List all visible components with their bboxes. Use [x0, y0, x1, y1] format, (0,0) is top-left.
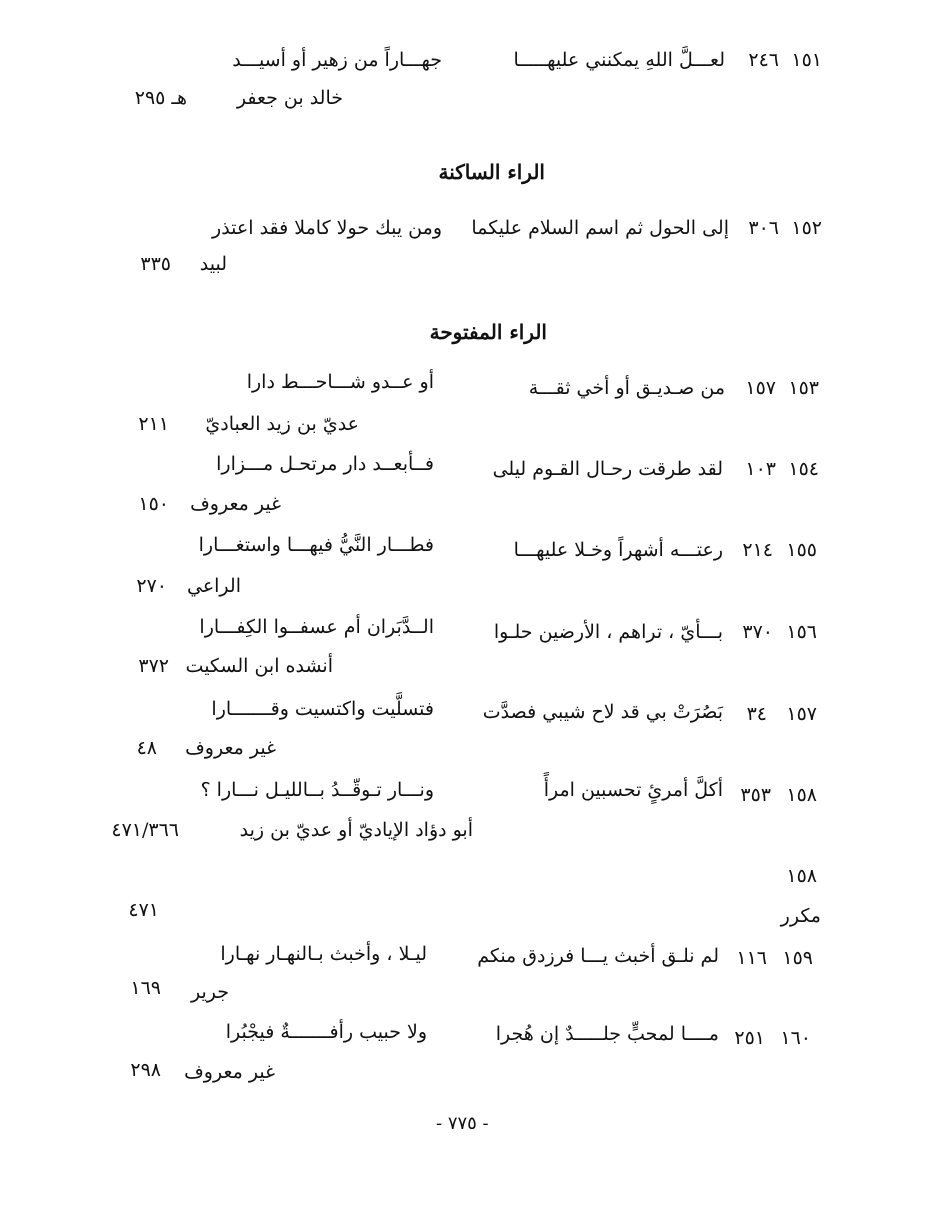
verse-first-hemistich: لقد طرقت رحـال القـوم ليلى — [492, 458, 723, 480]
poet-name: غير معروف — [184, 1061, 275, 1083]
reference: ٣٣٥ — [140, 253, 171, 275]
entry-number: ١٥٤ — [788, 458, 819, 480]
poet-name: عديّ بن زيد العباديّ — [205, 413, 359, 435]
reference: ١٥٠ — [138, 493, 169, 515]
verse-first-hemistich: بَصُرَتْ بي قد لاح شيبي فصدَّت — [482, 701, 723, 723]
poet-name: الراعي — [186, 575, 241, 597]
entry-number: ١٥٥ — [786, 539, 817, 561]
section-heading: الراء الساكنة — [438, 160, 545, 184]
verse-second-hemistich: أو عــدو شـــاحـــط دارا — [246, 371, 434, 393]
verse-first-hemistich: أكلَّ أمرئٍ تحسبين امرأً — [543, 779, 723, 801]
reference: ٤٨ — [136, 737, 157, 759]
verse-first-hemistich: لعـــلَّ اللهِ يمكنني عليهـــــا — [513, 49, 725, 71]
verse-second-hemistich: جهـــاراً من زهير أو أسيـــد — [232, 49, 442, 71]
reference: ٣٧٢ — [138, 655, 169, 677]
verse-second-hemistich: ولا حبيب رأفـــــــةٌ فيجْبُرا — [225, 1021, 427, 1043]
poet-name: أبو دؤاد الإياديّ أو عديّ بن زيد — [239, 819, 473, 841]
verse-second-hemistich: ليـلا ، وأخبث بـالنهـار نهـارا — [220, 943, 427, 965]
poet-name: غير معروف — [185, 737, 276, 759]
poet-name: خالد بن جعفر — [236, 87, 343, 109]
entry-page: ٣٠٦ — [748, 217, 779, 239]
verse-first-hemistich: رعتـــه أشهراً وخـلا عليهـــا — [513, 539, 723, 561]
entry-number: ١٥٩ — [782, 947, 813, 969]
verse-first-hemistich: مــــا لمحبٍّ جلـــــدٌ إن هُجرا — [495, 1023, 719, 1045]
verse-second-hemistich: ونـــار تـوقّــدُ بــالليـل نـــارا ؟ — [200, 779, 434, 801]
entry-page: ٣٥٣ — [740, 784, 771, 806]
verse-second-hemistich: الــدَّبَران أم عسفــوا الكِفـــارا — [199, 616, 434, 638]
verse-first-hemistich: بـــأيّ ، تراهم ، الأرضين حلـوا — [493, 621, 723, 643]
entry-number: ١٥٦ — [786, 621, 817, 643]
poet-name: غير معروف — [190, 493, 281, 515]
entry-page: ١٥٧ — [745, 377, 776, 399]
section-heading: الراء المفتوحة — [429, 320, 547, 344]
entry-page: ١٠٣ — [745, 458, 776, 480]
page-number: - ٧٧٥ - — [436, 1113, 489, 1134]
reference: ٢٧٠ — [136, 575, 167, 597]
poet-name: لبيد — [199, 253, 227, 275]
reference: ٤٧١/٣٦٦ — [111, 819, 179, 841]
entry-number: ١٥٢ — [791, 217, 822, 239]
repeat-label: مكرر — [780, 905, 821, 927]
entry-number: ١٥٣ — [788, 377, 819, 399]
entry-page: ٣٧٠ — [742, 621, 773, 643]
poet-name: جرير — [191, 981, 229, 1003]
entry-number: ١٥١ — [791, 49, 822, 71]
verse-second-hemistich: ومن يبك حولا كاملا فقد اعتذر — [212, 217, 442, 239]
reference: ٢٩٨ — [130, 1059, 161, 1081]
verse-second-hemistich: فطـــار النَّيُّ فيهـــا واستغـــارا — [198, 534, 434, 556]
poet-name: أنشده ابن السكيت — [185, 655, 333, 677]
entry-number: ١٥٨ — [786, 784, 817, 806]
verse-first-hemistich: إلى الحول ثم اسم السلام عليكما — [471, 217, 729, 239]
entry-number: ١٦٠ — [780, 1027, 811, 1049]
repeat-reference: ٤٧١ — [128, 899, 159, 921]
entry-page: ٣٤ — [746, 703, 767, 725]
entry-page: ١١٦ — [736, 947, 767, 969]
entry-number: ١٥٧ — [786, 703, 817, 725]
reference: ٢١١ — [138, 413, 169, 435]
entry-page: ٢٤٦ — [748, 49, 779, 71]
repeat-number: ١٥٨ — [786, 865, 817, 887]
entry-page: ٢١٤ — [742, 539, 773, 561]
verse-second-hemistich: فتسلَّيت واكتسيت وقـــــــارا — [211, 698, 434, 720]
verse-first-hemistich: لم نلـق أخبث يـــا فرزدق منكم — [477, 945, 719, 967]
entry-page: ٢٥١ — [734, 1027, 765, 1049]
verse-second-hemistich: فــأبعــد دار مرتحـل مـــزارا — [216, 453, 434, 475]
verse-first-hemistich: من صـديـق أو أخي ثقـــة — [528, 377, 725, 399]
reference: هـ ٢٩٥ — [134, 87, 187, 109]
reference: ١٦٩ — [130, 977, 161, 999]
